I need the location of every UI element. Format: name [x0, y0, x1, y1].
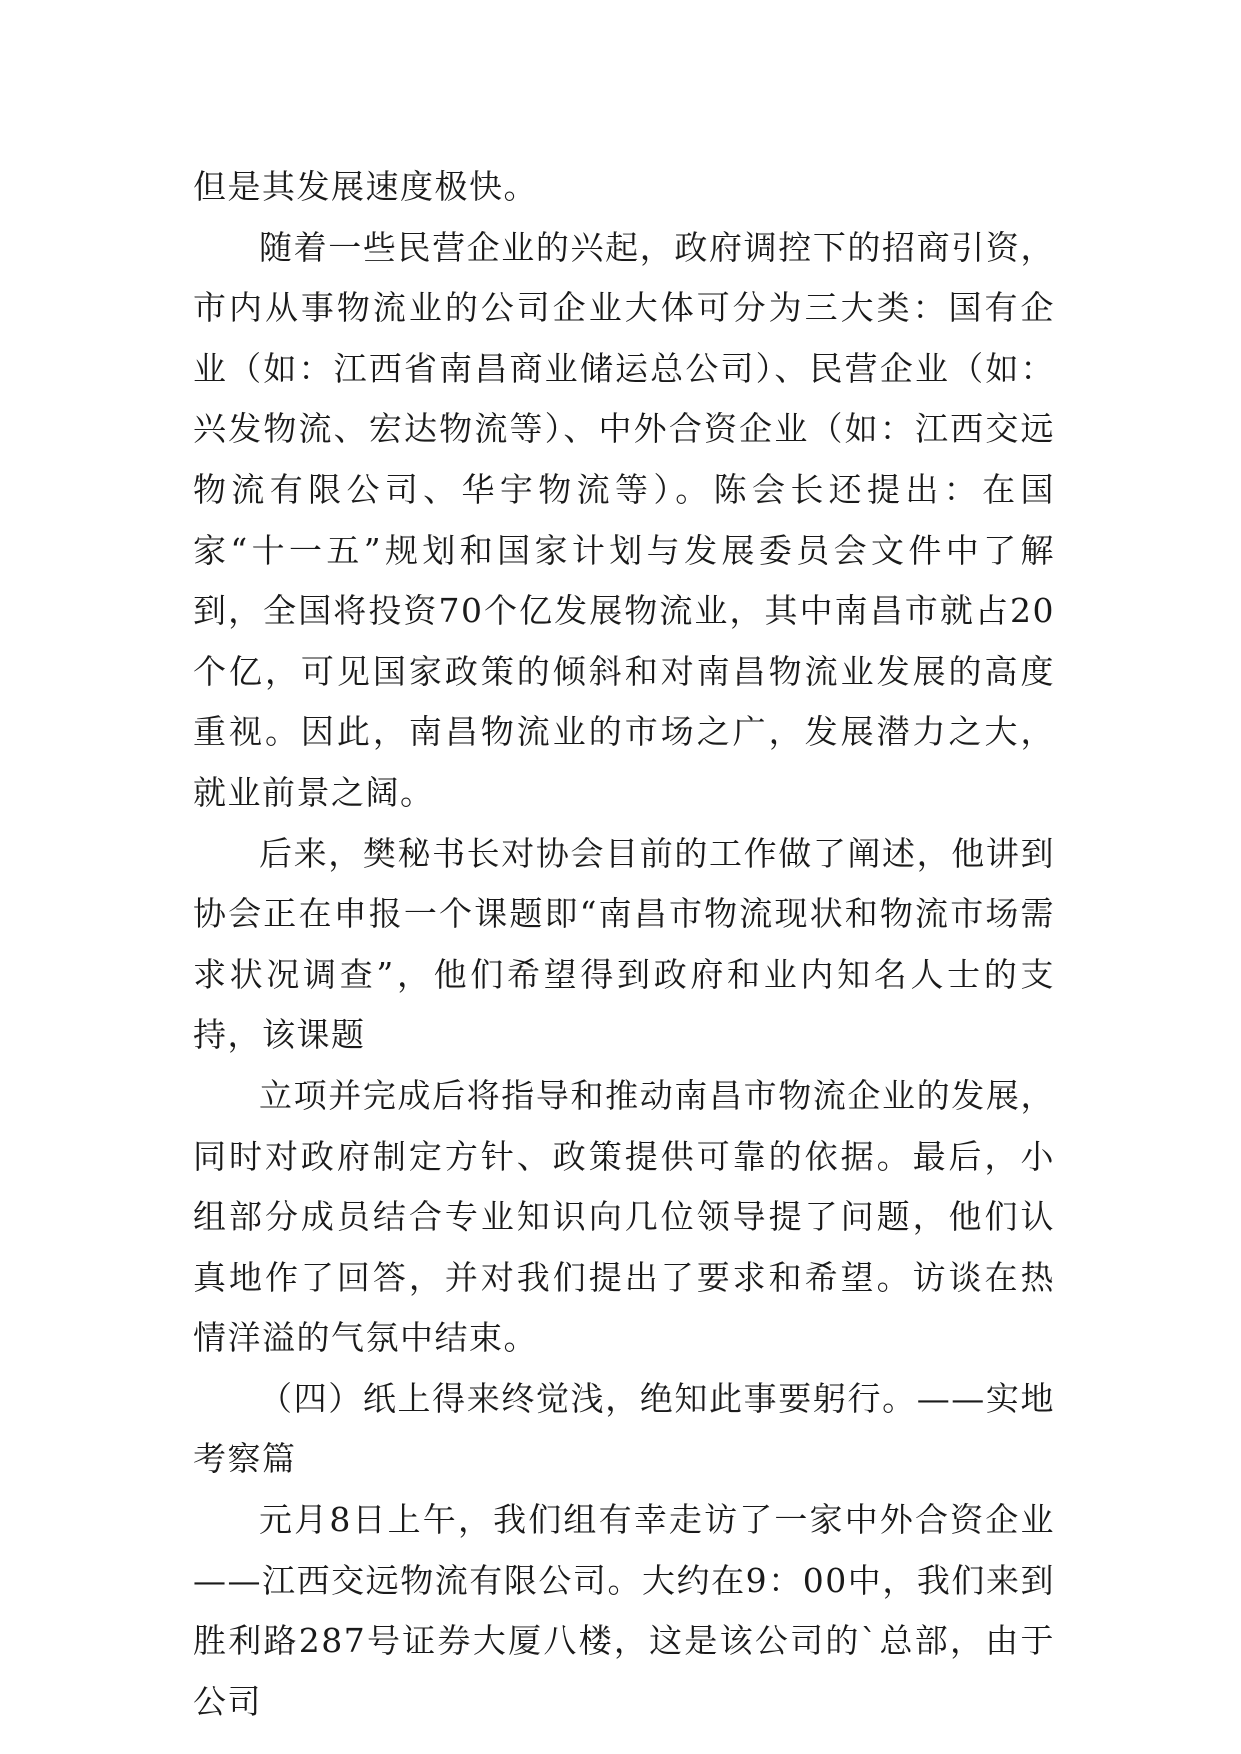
paragraph-4: 立项并完成后将指导和推动南昌市物流企业的发展，同时对政府制定方针、政策提供可靠的依据。最后，小组部分成员结合专业知识向几位领导提了问题，他们认真地作了回答，并对我们提出了要求和希望。访谈在热情洋溢的气氛中结束。: [193, 1075, 1055, 1358]
paragraph-1: 但是其发展速度极快。: [193, 167, 538, 206]
paragraph-3: 后来，樊秘书长对协会目前的工作做了阐述，他讲到协会正在申报一个课题即“南昌市物流现状和物流市场需求状况调查”，他们希望得到政府和业内知名人士的支持，该课题: [193, 833, 1055, 1055]
paragraph-2: 随着一些民营企业的兴起，政府调控下的招商引资，市内从事物流业的公司企业大体可分为三大类：国有企业（如：江西省南昌商业储运总公司）、民营企业（如：兴发物流、宏达物流等）、中外合资企业（如：江西交远物流有限公司、华宇物流等）。陈会长还提出：在国家“十一五”规划和国家计划与发展委员会文件中了解到，全国将投资70个亿发展物流业，其中南昌市就占20个亿，可见国家政策的倾斜和对南昌物流业发展的高度重视。因此，南昌物流业的市场之广，发展潜力之大，就业前景之阔。: [193, 227, 1055, 812]
section-heading-4: （四）纸上得来终觉浅，绝知此事要躬行。——实地考察篇: [193, 1378, 1055, 1479]
paragraph-5: 元月8日上午，我们组有幸走访了一家中外合资企业——江西交远物流有限公司。大约在9：00中，我们来到胜利路287号证券大厦八楼，这是该公司的`总部，由于公司: [193, 1500, 1055, 1721]
document-body: [193, 157, 1055, 1732]
